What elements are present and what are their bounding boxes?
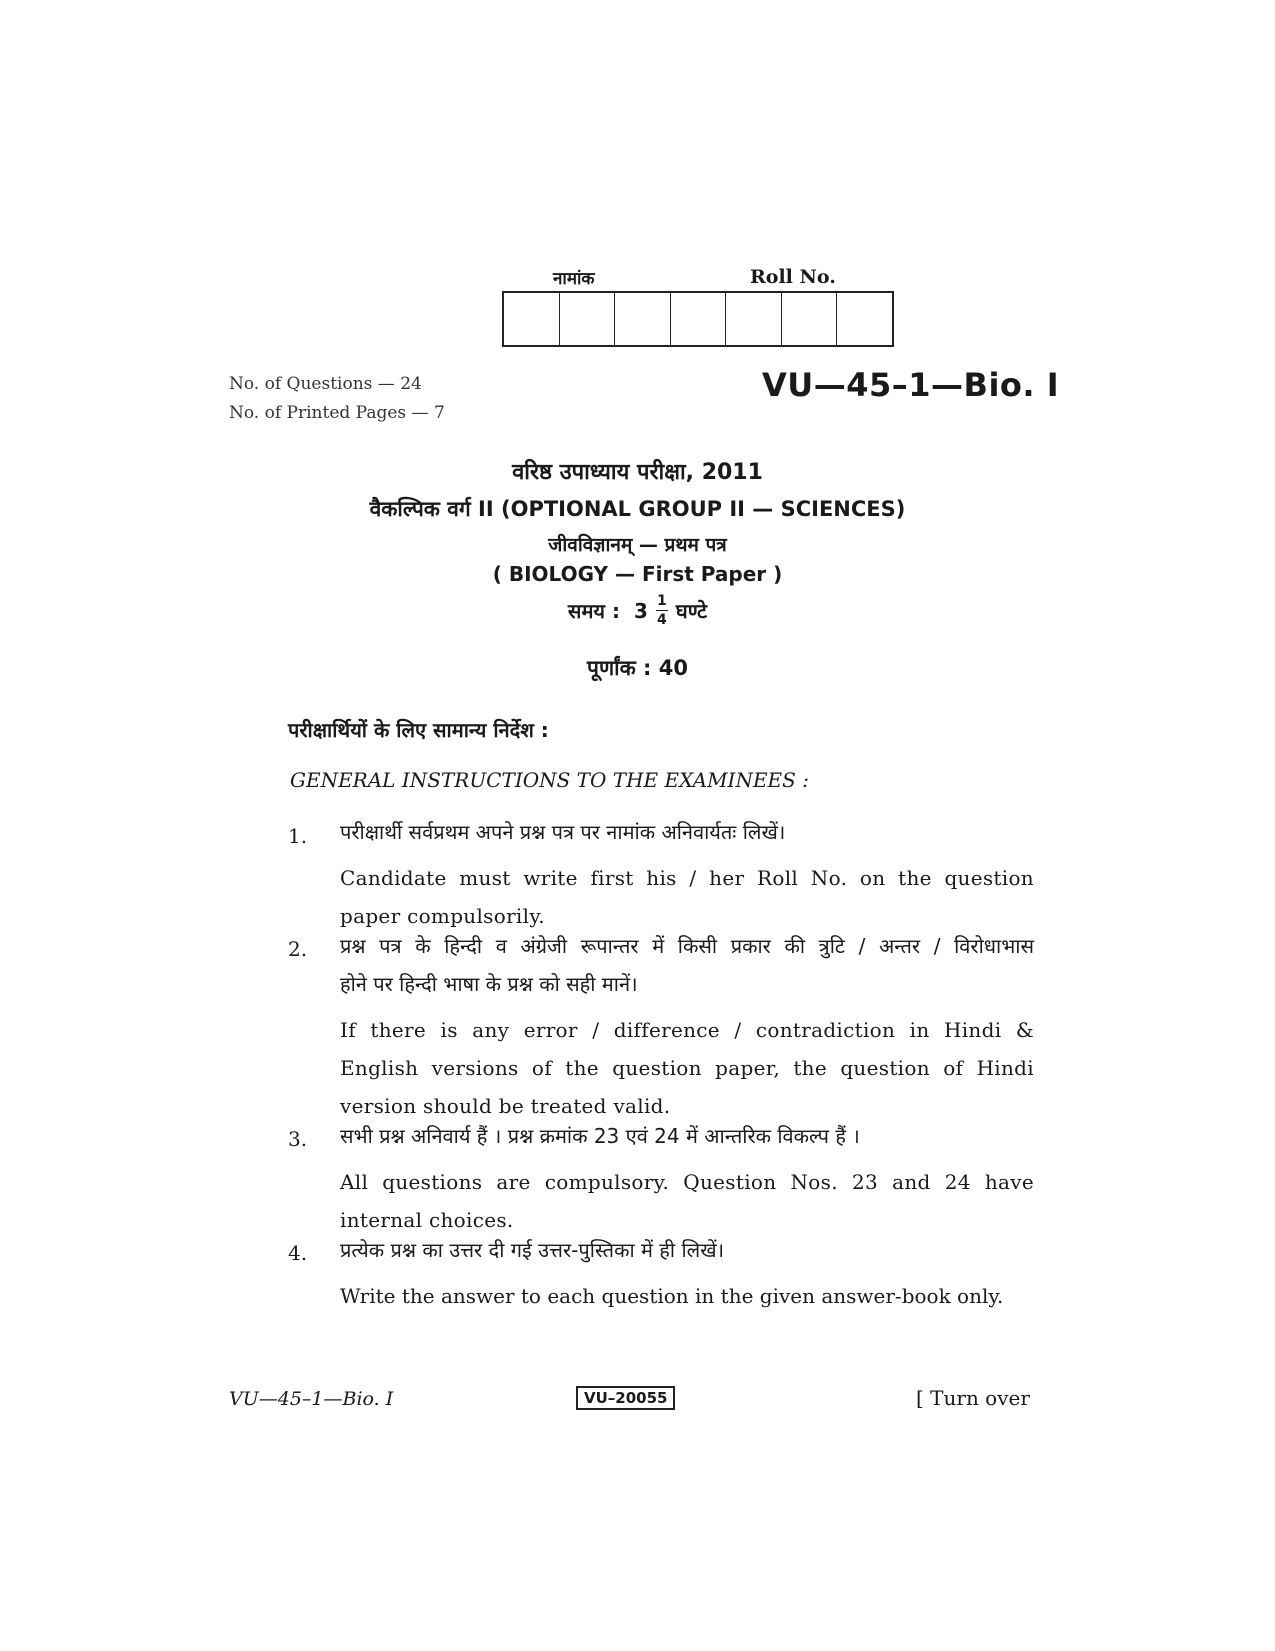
time-numerator: 1: [657, 593, 667, 609]
time-allowed: [0, 594, 1275, 627]
time-denominator: 4: [657, 612, 667, 628]
time-fraction: [656, 594, 668, 627]
instruction-english-line: All questions are compulsory. Question Nos. 23 and 24 have: [340, 1170, 1034, 1194]
instruction-english-line: paper compulsorily.: [340, 904, 545, 928]
roll-digit-box[interactable]: [725, 293, 781, 345]
roll-number-boxes: [502, 291, 894, 347]
roll-label-hindi: नामांक: [553, 269, 595, 289]
instruction-hindi-line: सभी प्रश्न अनिवार्य हैं । प्रश्न क्रमांक 23 एवं 24 में आन्तरिक विकल्प हैं ।: [340, 1124, 860, 1148]
time-whole: 3: [633, 598, 648, 623]
instruction-hindi-line: प्रश्न पत्र के हिन्दी व अंग्रेजी रूपान्तर में किसी प्रकार की त्रुटि / अन्तर / विरोधाभास: [340, 934, 1034, 958]
roll-label-english: Roll No.: [750, 266, 836, 288]
instruction-english-line: Candidate must write first his / her Roll No. on the question: [340, 866, 1034, 890]
subject-hindi: जीवविज्ञानम् — प्रथम पत्र: [548, 534, 727, 556]
instruction-number: 2.: [288, 937, 308, 961]
roll-digit-box[interactable]: [670, 293, 726, 345]
instructions-heading-hindi: परीक्षार्थियों के लिए सामान्य निर्देश :: [288, 718, 549, 742]
roll-digit-box[interactable]: [559, 293, 615, 345]
turn-over-note: [ Turn over: [916, 1386, 1030, 1410]
footer-serial-code: VU–20055: [576, 1386, 675, 1410]
subject-english: ( BIOLOGY — First Paper ): [492, 562, 783, 586]
roll-digit-box[interactable]: [614, 293, 670, 345]
instruction-english-line: internal choices.: [340, 1208, 514, 1232]
roll-digit-box[interactable]: [781, 293, 837, 345]
number-of-questions: No. of Questions — 24: [229, 374, 422, 394]
instruction-hindi-line: परीक्षार्थी सर्वप्रथम अपने प्रश्न पत्र पर नामांक अनिवार्यतः लिखें।: [340, 820, 786, 844]
time-unit: घण्टे: [675, 599, 708, 623]
roll-digit-box[interactable]: [504, 293, 559, 345]
roll-digit-box[interactable]: [836, 293, 892, 345]
instruction-english-line: English versions of the question paper, the question of Hindi: [340, 1056, 1034, 1080]
instruction-hindi-line: प्रत्येक प्रश्न का उत्तर दी गई उत्तर-पुस्तिका में ही लिखें।: [340, 1238, 725, 1262]
instruction-number: 1.: [288, 824, 308, 848]
footer-paper-code: VU—45–1—Bio. I: [229, 1388, 394, 1410]
instruction-number: 3.: [288, 1127, 308, 1151]
time-label: समय :: [567, 599, 620, 623]
number-of-pages: No. of Printed Pages — 7: [229, 403, 445, 423]
exam-title: वरिष्ठ उपाध्याय परीक्षा, 2011: [512, 460, 763, 485]
instruction-english-line: version should be treated valid.: [340, 1094, 671, 1118]
instruction-english-line: If there is any error / difference / contradiction in Hindi &: [340, 1018, 1034, 1042]
paper-code: VU—45–1—Bio. I: [762, 366, 1060, 404]
instruction-number: 4.: [288, 1241, 308, 1265]
instruction-hindi-line: होने पर हिन्दी भाषा के प्रश्न को सही मानें।: [340, 972, 638, 996]
instructions-heading-english: GENERAL INSTRUCTIONS TO THE EXAMINEES :: [290, 768, 809, 792]
max-marks: पूर्णांक : 40: [587, 656, 688, 680]
group-title: वैकल्पिक वर्ग II (OPTIONAL GROUP II — SCIENCES): [369, 497, 906, 521]
instruction-english-line: Write the answer to each question in the given answer-book only.: [340, 1284, 1004, 1308]
